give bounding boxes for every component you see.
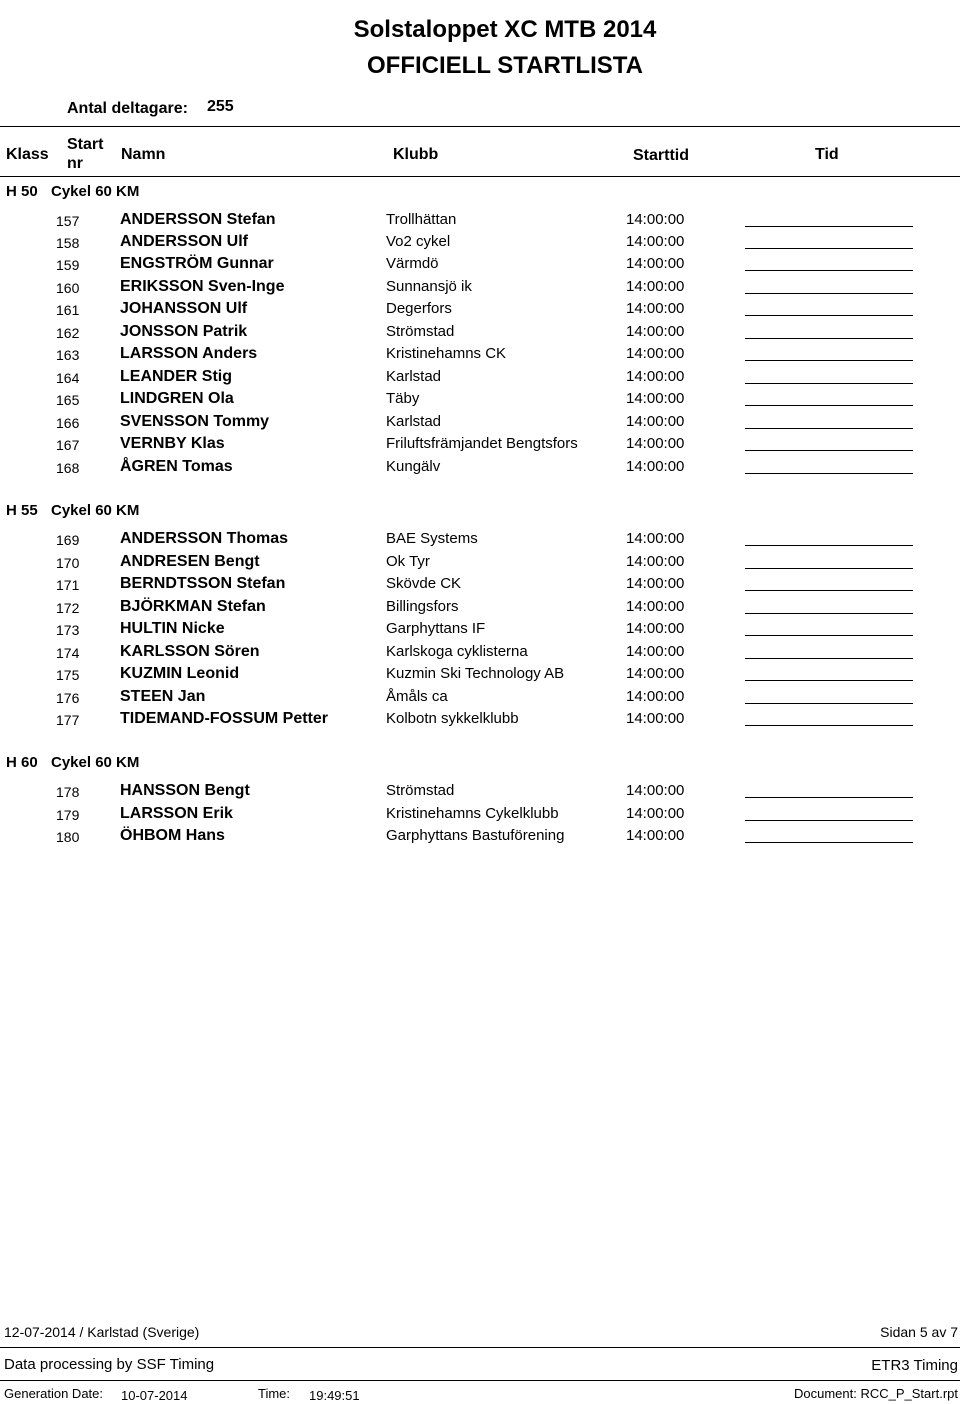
table-row xyxy=(0,782,960,804)
start-time: 14:00:00 xyxy=(626,782,685,799)
footer-system: ETR3 Timing xyxy=(871,1357,958,1374)
class-label: H 55 xyxy=(6,502,38,519)
table-row xyxy=(0,390,960,412)
col-start-line1: Start xyxy=(67,136,104,153)
rider-name: BERNDTSSON Stefan xyxy=(120,575,286,592)
table-row xyxy=(0,323,960,345)
club-name: Kristinehamns CK xyxy=(386,345,507,362)
club-name: Täby xyxy=(386,390,420,407)
club-name: Åmåls ca xyxy=(386,688,448,705)
result-line xyxy=(745,658,913,659)
start-time: 14:00:00 xyxy=(626,827,685,844)
result-line xyxy=(745,383,913,384)
table-row xyxy=(0,278,960,300)
footer-time-value: 19:49:51 xyxy=(309,1388,360,1403)
table-row xyxy=(0,827,960,849)
result-line xyxy=(745,360,913,361)
start-time: 14:00:00 xyxy=(626,710,685,727)
footer-gen-date: 10-07-2014 xyxy=(121,1388,188,1403)
result-line xyxy=(745,473,913,474)
club-name: Karlstad xyxy=(386,413,442,430)
footer-time-label: Time: xyxy=(258,1386,291,1401)
table-row xyxy=(0,553,960,575)
club-name: Sunnansjö ik xyxy=(386,278,472,295)
rider-name: LARSSON Anders xyxy=(120,345,258,362)
result-line xyxy=(745,450,913,451)
start-time: 14:00:00 xyxy=(626,805,685,822)
start-number: 168 xyxy=(56,460,80,476)
participants-count: 255 xyxy=(207,98,234,115)
result-line xyxy=(745,797,913,798)
result-line xyxy=(745,635,913,636)
rider-name: BJÖRKMAN Stefan xyxy=(120,598,266,615)
start-number: 157 xyxy=(56,213,80,229)
start-time: 14:00:00 xyxy=(626,413,685,430)
result-line xyxy=(745,226,913,227)
table-row xyxy=(0,255,960,277)
class-label: H 50 xyxy=(6,183,38,200)
table-row xyxy=(0,458,960,480)
start-number: 167 xyxy=(56,437,80,453)
rider-name: LARSSON Erik xyxy=(120,805,233,822)
rider-name: ERIKSSON Sven-Inge xyxy=(120,278,285,295)
result-line xyxy=(745,680,913,681)
table-row xyxy=(0,710,960,732)
club-name: Degerfors xyxy=(386,300,452,317)
rider-name: LEANDER Stig xyxy=(120,368,232,385)
header-rule-top xyxy=(0,126,960,127)
table-row xyxy=(0,620,960,642)
class-label: H 60 xyxy=(6,754,38,771)
rider-name: ANDERSSON Stefan xyxy=(120,211,276,228)
club-name: Billingsfors xyxy=(386,598,459,615)
table-row xyxy=(0,345,960,367)
footer-gen-label: Generation Date: xyxy=(4,1386,104,1401)
start-time: 14:00:00 xyxy=(626,345,685,362)
club-name: Skövde CK xyxy=(386,575,462,592)
col-namn: Namn xyxy=(121,146,166,163)
rider-name: STEEN Jan xyxy=(120,688,206,705)
table-row xyxy=(0,575,960,597)
result-line xyxy=(745,725,913,726)
table-row xyxy=(0,643,960,665)
footer-processing: Data processing by SSF Timing xyxy=(4,1356,215,1373)
footer-date-place: 12-07-2014 / Karlstad (Sverige) xyxy=(4,1324,200,1340)
rider-name: KARLSSON Sören xyxy=(120,643,260,660)
rider-name: TIDEMAND-FOSSUM Petter xyxy=(120,710,329,727)
participants-label: Antal deltagare: xyxy=(67,100,188,117)
result-line xyxy=(745,248,913,249)
category-label: Cykel 60 KM xyxy=(51,754,140,771)
table-row xyxy=(0,300,960,322)
start-number: 160 xyxy=(56,280,80,296)
rider-name: ÖHBOM Hans xyxy=(120,827,225,844)
rider-name: JONSSON Patrik xyxy=(120,323,248,340)
start-time: 14:00:00 xyxy=(626,458,685,475)
club-name: Kristinehamns Cykelklubb xyxy=(386,805,559,822)
result-line xyxy=(745,842,913,843)
start-number: 179 xyxy=(56,807,80,823)
start-number: 173 xyxy=(56,622,80,638)
col-start-line2: nr xyxy=(67,155,83,172)
start-time: 14:00:00 xyxy=(626,211,685,228)
club-name: Kolbotn sykkelklubb xyxy=(386,710,519,727)
start-number: 175 xyxy=(56,667,80,683)
rider-name: KUZMIN Leonid xyxy=(120,665,240,682)
table-row xyxy=(0,233,960,255)
rider-name: ANDRESEN Bengt xyxy=(120,553,260,570)
footer-document: Document: RCC_P_Start.rpt xyxy=(793,1386,958,1401)
list-subtitle: OFFICIELL STARTLISTA xyxy=(367,52,643,79)
start-number: 169 xyxy=(56,532,80,548)
table-row xyxy=(0,530,960,552)
start-time: 14:00:00 xyxy=(626,665,685,682)
rider-name: HULTIN Nicke xyxy=(120,620,225,637)
table-row xyxy=(0,413,960,435)
result-line xyxy=(745,590,913,591)
col-starttid: Starttid xyxy=(633,147,689,164)
footer-rule-bottom xyxy=(0,1380,960,1381)
start-time: 14:00:00 xyxy=(626,368,685,385)
start-number: 158 xyxy=(56,235,80,251)
start-time: 14:00:00 xyxy=(626,323,685,340)
start-number: 161 xyxy=(56,302,80,318)
footer-rule-top xyxy=(0,1347,960,1348)
rider-name: SVENSSON Tommy xyxy=(120,413,270,430)
start-time: 14:00:00 xyxy=(626,278,685,295)
rider-name: ANDERSSON Ulf xyxy=(120,233,249,250)
result-line xyxy=(745,338,913,339)
rider-name: VERNBY Klas xyxy=(120,435,225,452)
table-row xyxy=(0,688,960,710)
result-line xyxy=(745,568,913,569)
start-number: 172 xyxy=(56,600,80,616)
start-time: 14:00:00 xyxy=(626,255,685,272)
start-time: 14:00:00 xyxy=(626,390,685,407)
start-number: 177 xyxy=(56,712,80,728)
category-label: Cykel 60 KM xyxy=(51,502,140,519)
rider-name: HANSSON Bengt xyxy=(120,782,250,799)
start-number: 174 xyxy=(56,645,80,661)
club-name: Karlskoga cyklisterna xyxy=(386,643,528,660)
start-number: 162 xyxy=(56,325,80,341)
table-row xyxy=(0,805,960,827)
start-number: 159 xyxy=(56,257,80,273)
header-rule-bottom xyxy=(0,176,960,177)
start-number: 180 xyxy=(56,829,80,845)
result-line xyxy=(745,703,913,704)
start-time: 14:00:00 xyxy=(626,435,685,452)
result-line xyxy=(745,315,913,316)
start-number: 178 xyxy=(56,784,80,800)
start-time: 14:00:00 xyxy=(626,233,685,250)
start-time: 14:00:00 xyxy=(626,620,685,637)
club-name: Kungälv xyxy=(386,458,441,475)
result-line xyxy=(745,428,913,429)
start-number: 163 xyxy=(56,347,80,363)
footer-page-number: Sidan 5 av 7 xyxy=(880,1324,958,1340)
club-name: Garphyttans IF xyxy=(386,620,486,637)
table-row xyxy=(0,368,960,390)
rider-name: JOHANSSON Ulf xyxy=(120,300,248,317)
col-klass: Klass xyxy=(6,146,49,163)
result-line xyxy=(745,293,913,294)
club-name: Trollhättan xyxy=(386,211,457,228)
col-klubb: Klubb xyxy=(393,146,439,163)
table-row xyxy=(0,211,960,233)
event-title: Solstaloppet XC MTB 2014 xyxy=(353,16,657,43)
category-label: Cykel 60 KM xyxy=(51,183,140,200)
start-time: 14:00:00 xyxy=(626,643,685,660)
table-row xyxy=(0,598,960,620)
start-time: 14:00:00 xyxy=(626,530,685,547)
club-name: Garphyttans Bastuförening xyxy=(386,827,565,844)
rider-name: ANDERSSON Thomas xyxy=(120,530,289,547)
result-line xyxy=(745,545,913,546)
start-number: 164 xyxy=(56,370,80,386)
table-row xyxy=(0,435,960,457)
start-time: 14:00:00 xyxy=(626,553,685,570)
result-line xyxy=(745,405,913,406)
result-line xyxy=(745,613,913,614)
club-name: Karlstad xyxy=(386,368,442,385)
rider-name: LINDGREN Ola xyxy=(120,390,234,407)
club-name: Värmdö xyxy=(386,255,439,272)
club-name: BAE Systems xyxy=(386,530,478,547)
start-number: 166 xyxy=(56,415,80,431)
start-number: 170 xyxy=(56,555,80,571)
club-name: Ok Tyr xyxy=(386,553,430,570)
start-time: 14:00:00 xyxy=(626,300,685,317)
start-time: 14:00:00 xyxy=(626,575,685,592)
club-name: Kuzmin Ski Technology AB xyxy=(386,665,565,682)
start-number: 176 xyxy=(56,690,80,706)
start-time: 14:00:00 xyxy=(626,598,685,615)
result-line xyxy=(745,820,913,821)
start-number: 171 xyxy=(56,577,80,593)
result-line xyxy=(745,270,913,271)
start-number: 165 xyxy=(56,392,80,408)
col-tid: Tid xyxy=(815,146,839,163)
club-name: Strömstad xyxy=(386,782,455,799)
club-name: Friluftsfrämjandet Bengtsfors xyxy=(386,435,578,452)
table-row xyxy=(0,665,960,687)
rider-name: ENGSTRÖM Gunnar xyxy=(120,255,274,272)
start-time: 14:00:00 xyxy=(626,688,685,705)
rider-name: ÅGREN Tomas xyxy=(120,458,233,475)
club-name: Strömstad xyxy=(386,323,455,340)
club-name: Vo2 cykel xyxy=(386,233,451,250)
